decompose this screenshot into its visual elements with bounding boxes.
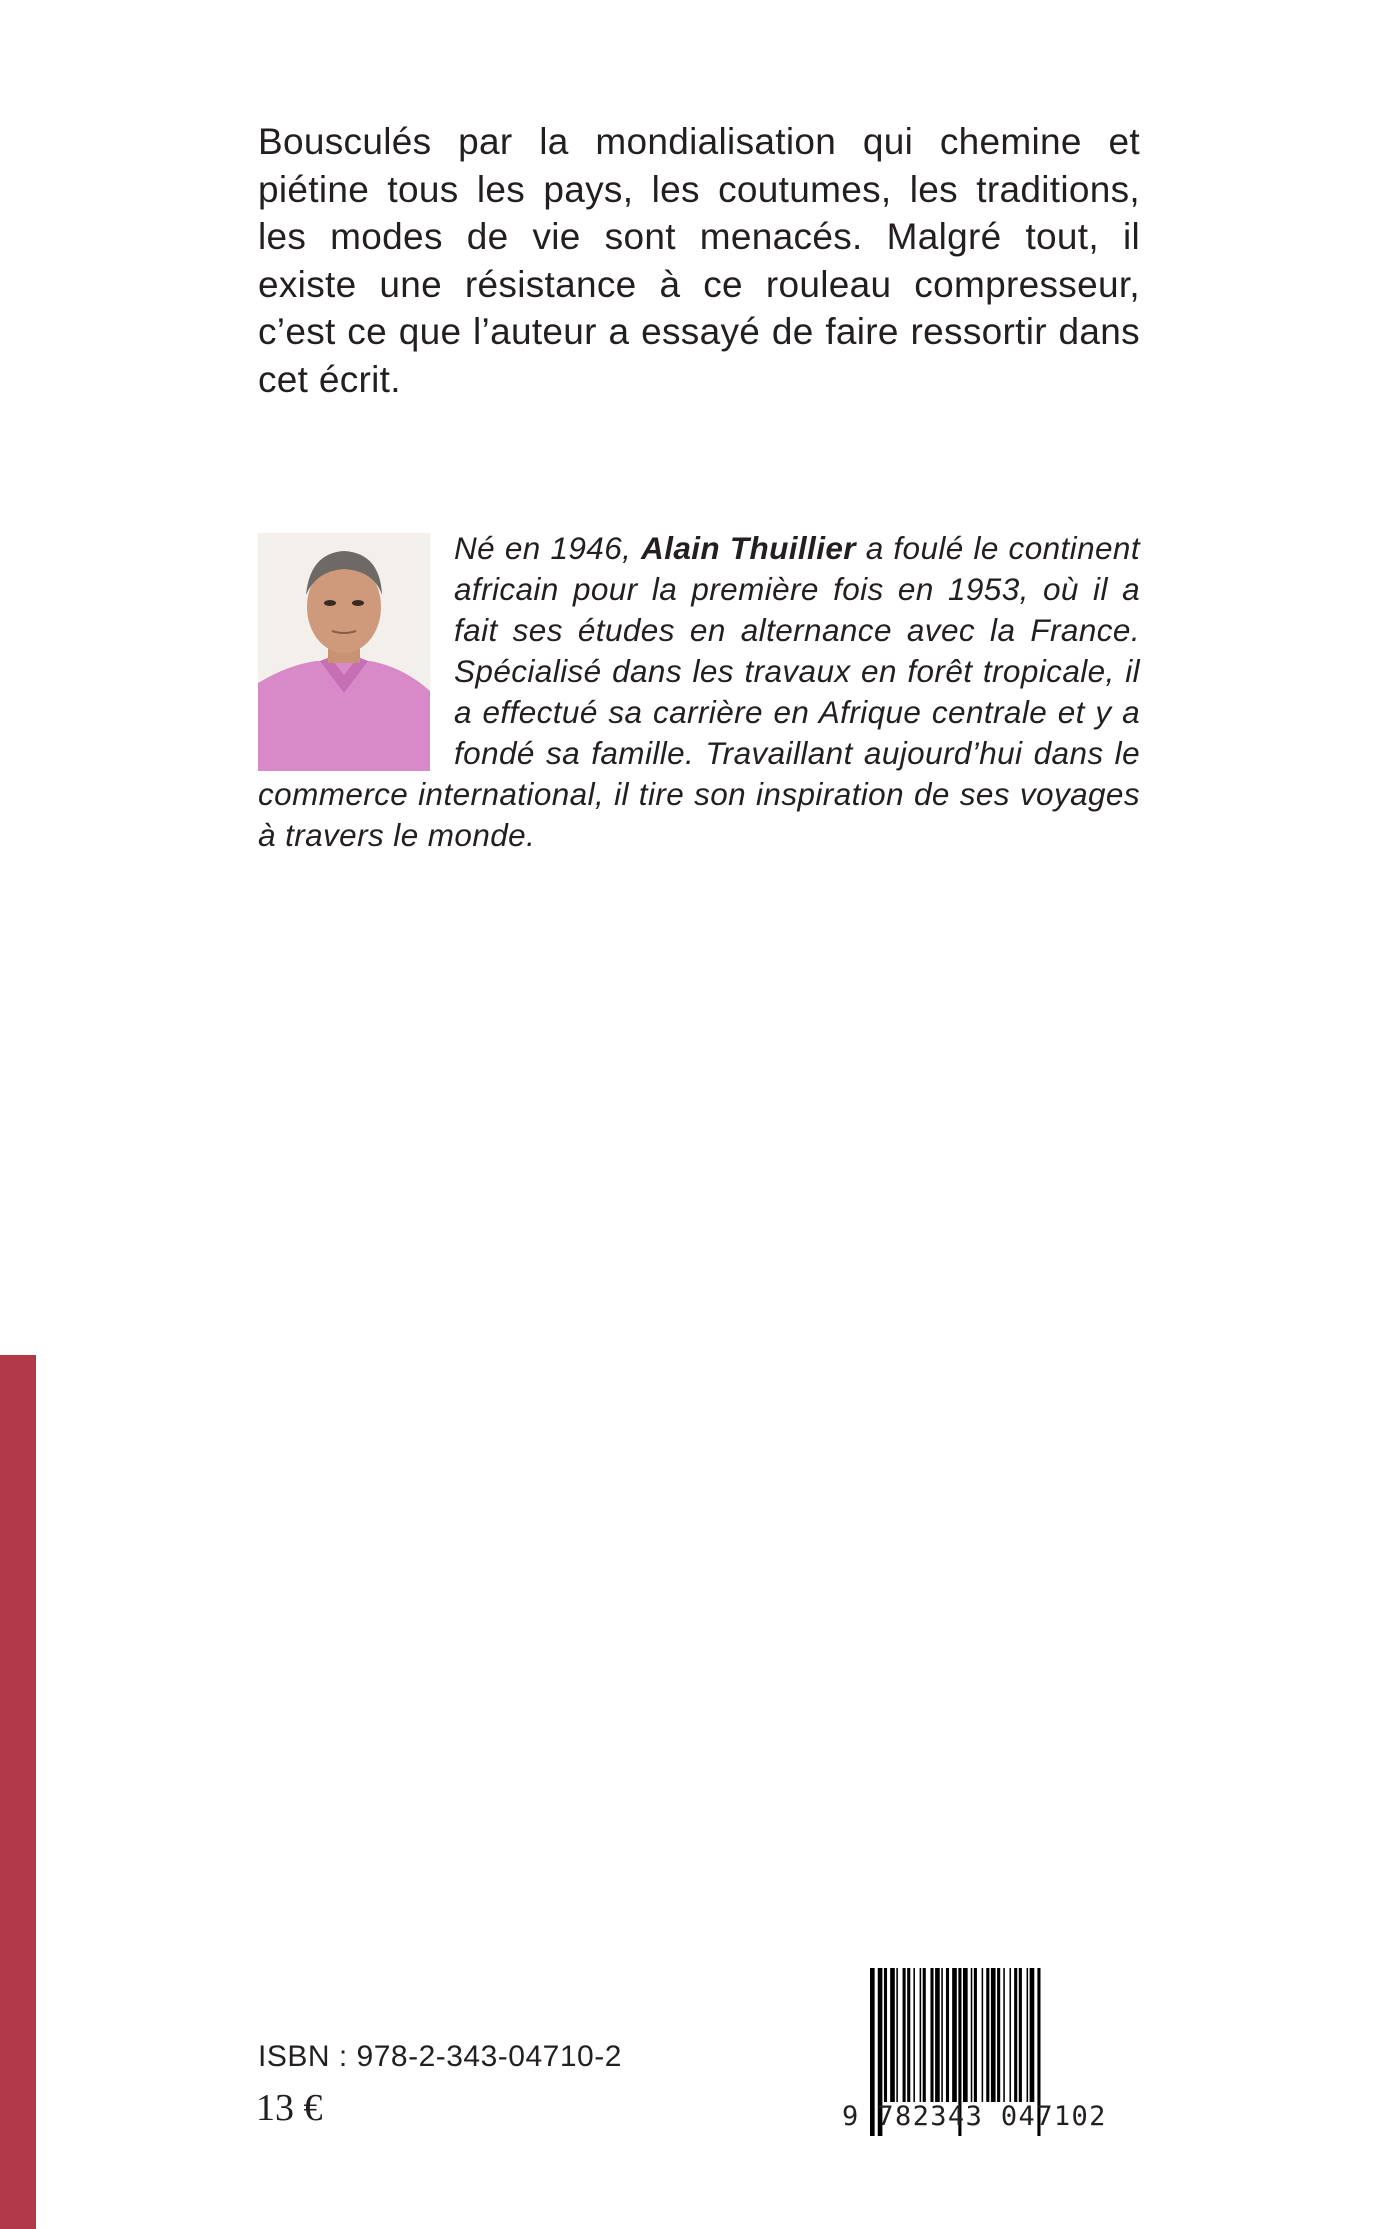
barcode-bar: [1027, 1968, 1029, 2102]
spine-accent-bar: [0, 1355, 36, 2229]
bio-prefix: Né en 1946,: [454, 530, 642, 566]
barcode-bar: [907, 1968, 910, 2102]
barcode-bar: [1014, 1968, 1017, 2102]
barcode-bar: [1010, 1968, 1012, 2102]
barcode-bar: [884, 1968, 887, 2102]
barcode-bar: [930, 1968, 933, 2102]
author-photo: [258, 533, 430, 771]
barcode-bar: [971, 1968, 973, 2102]
barcode-bar: [982, 1968, 984, 2102]
barcode-bar: [963, 1968, 968, 2102]
back-cover-blurb: Bousculés par la mondialisation qui chemine et piétine tous les pays, les coutumes, les traditions, les modes de vie sont menacés. Malgré tout, il existe une résistance à ce rouleau compresseur, c’est ce que l’auteur a essayé de faire ressortir dans cet écrit.: [258, 121, 1140, 400]
barcode-bar: [913, 1968, 915, 2102]
barcode-bar: [946, 1968, 949, 2102]
barcode-bar: [1003, 1968, 1005, 2102]
barcode-bar: [986, 1968, 989, 2102]
barcode-bar: [935, 1968, 940, 2102]
barcode-bar: [920, 1968, 922, 2102]
barcode-bar: [952, 1968, 957, 2102]
barcode-bar: [941, 1968, 943, 2102]
barcode-bar: [923, 1968, 926, 2102]
bio-text: a foulé le continent africain pour la première fois en 1953, où il a fait ses études en alternance avec la France. Spécialisé dans les travaux en forêt tropicale, il a effectué sa carrière en Afrique centrale et y a fondé sa famille. Travaillant aujourd’hui dans le commerce international, il tire son inspiration de ses voyages à travers le monde.: [258, 530, 1140, 853]
barcode-bar: [991, 1968, 996, 2102]
barcode-bar: [1019, 1968, 1022, 2102]
barcode-digits: 9 782343 047102: [842, 2101, 1107, 2132]
barcode-bar: [1030, 1968, 1035, 2102]
author-bio: [258, 528, 1140, 856]
barcode-bar: [974, 1968, 977, 2102]
price: 13 €: [256, 2087, 323, 2129]
author-name: Alain Thuillier: [641, 530, 856, 566]
isbn: ISBN : 978-2-343-04710-2: [258, 2040, 622, 2073]
barcode-bar: [903, 1968, 906, 2102]
barcode-bar: [896, 1968, 898, 2102]
barcode-bar: [890, 1968, 895, 2102]
barcode-bar: [997, 1968, 1000, 2102]
